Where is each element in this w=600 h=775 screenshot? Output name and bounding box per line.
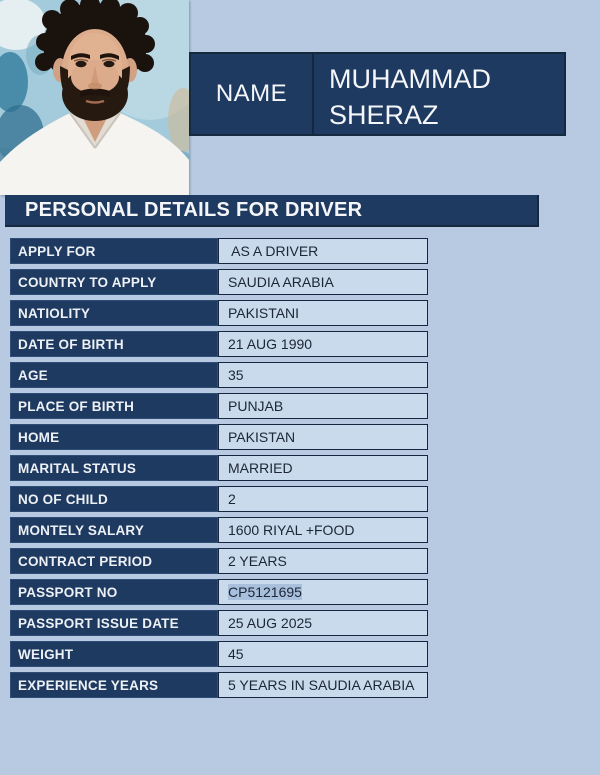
detail-label: WEIGHT	[10, 641, 218, 667]
detail-value[interactable]	[218, 362, 428, 388]
detail-label: CONTRACT PERIOD	[10, 548, 218, 574]
table-row	[10, 610, 428, 636]
detail-value-text[interactable]: CP5121695	[228, 584, 302, 600]
table-row	[10, 486, 428, 512]
table-row	[10, 238, 428, 264]
detail-label: COUNTRY TO APPLY	[10, 269, 218, 295]
detail-value[interactable]	[218, 610, 428, 636]
detail-label: AGE	[10, 362, 218, 388]
table-row	[10, 424, 428, 450]
detail-value-text[interactable]: 1600 RIYAL +FOOD	[228, 522, 355, 538]
table-row	[10, 672, 428, 698]
table-row	[10, 548, 428, 574]
applicant-photo	[0, 0, 189, 195]
table-row	[10, 300, 428, 326]
detail-value-text[interactable]: 21 AUG 1990	[228, 336, 313, 352]
detail-value[interactable]	[218, 672, 428, 698]
detail-label: PLACE OF BIRTH	[10, 393, 218, 419]
detail-value-text[interactable]: 2	[228, 491, 236, 507]
detail-value[interactable]	[218, 393, 428, 419]
detail-value-text[interactable]: 35	[228, 367, 244, 383]
details-table	[10, 238, 428, 703]
section-title: PERSONAL DETAILS FOR DRIVER	[25, 198, 363, 221]
table-row	[10, 393, 428, 419]
detail-value[interactable]	[218, 486, 428, 512]
detail-label: HOME	[10, 424, 218, 450]
detail-value[interactable]	[218, 238, 428, 264]
detail-value[interactable]	[218, 455, 428, 481]
table-row	[10, 641, 428, 667]
name-label: NAME	[191, 54, 314, 134]
detail-label: EXPERIENCE YEARS	[10, 672, 218, 698]
detail-value[interactable]	[218, 641, 428, 667]
detail-value[interactable]	[218, 579, 428, 605]
detail-value[interactable]	[218, 517, 428, 543]
detail-value-text[interactable]: 45	[228, 646, 244, 662]
detail-label: MONTELY SALARY	[10, 517, 218, 543]
applicant-photo-graphic	[0, 0, 189, 195]
table-row	[10, 455, 428, 481]
detail-value-text[interactable]: PUNJAB	[228, 398, 284, 414]
detail-value-text[interactable]: PAKISTANI	[228, 305, 300, 321]
detail-value-text[interactable]: SAUDIA ARABIA	[228, 274, 334, 290]
table-row	[10, 579, 428, 605]
detail-value[interactable]	[218, 548, 428, 574]
detail-label: DATE OF BIRTH	[10, 331, 218, 357]
detail-value-text[interactable]: MARRIED	[228, 460, 293, 476]
detail-label: NO OF CHILD	[10, 486, 218, 512]
detail-label: PASSPORT ISSUE DATE	[10, 610, 218, 636]
name-banner	[189, 52, 566, 136]
table-row	[10, 517, 428, 543]
detail-label: PASSPORT NO	[10, 579, 218, 605]
detail-value[interactable]	[218, 331, 428, 357]
detail-value[interactable]	[218, 300, 428, 326]
table-row	[10, 269, 428, 295]
detail-label: MARITAL STATUS	[10, 455, 218, 481]
detail-value-text[interactable]: 2 YEARS	[228, 553, 287, 569]
detail-value-text[interactable]: PAKISTAN	[228, 429, 296, 445]
detail-label: NATIOLITY	[10, 300, 218, 326]
detail-value-text[interactable]: AS A DRIVER	[228, 243, 319, 259]
section-title-bar	[5, 195, 539, 227]
detail-label: APPLY FOR	[10, 238, 218, 264]
detail-value[interactable]	[218, 424, 428, 450]
table-row	[10, 331, 428, 357]
detail-value-text[interactable]: 25 AUG 2025	[228, 615, 313, 631]
table-row	[10, 362, 428, 388]
detail-value[interactable]	[218, 269, 428, 295]
detail-value-text[interactable]: 5 YEARS IN SAUDIA ARABIA	[228, 677, 415, 693]
name-value[interactable]: MUHAMMAD SHERAZ	[329, 63, 491, 130]
